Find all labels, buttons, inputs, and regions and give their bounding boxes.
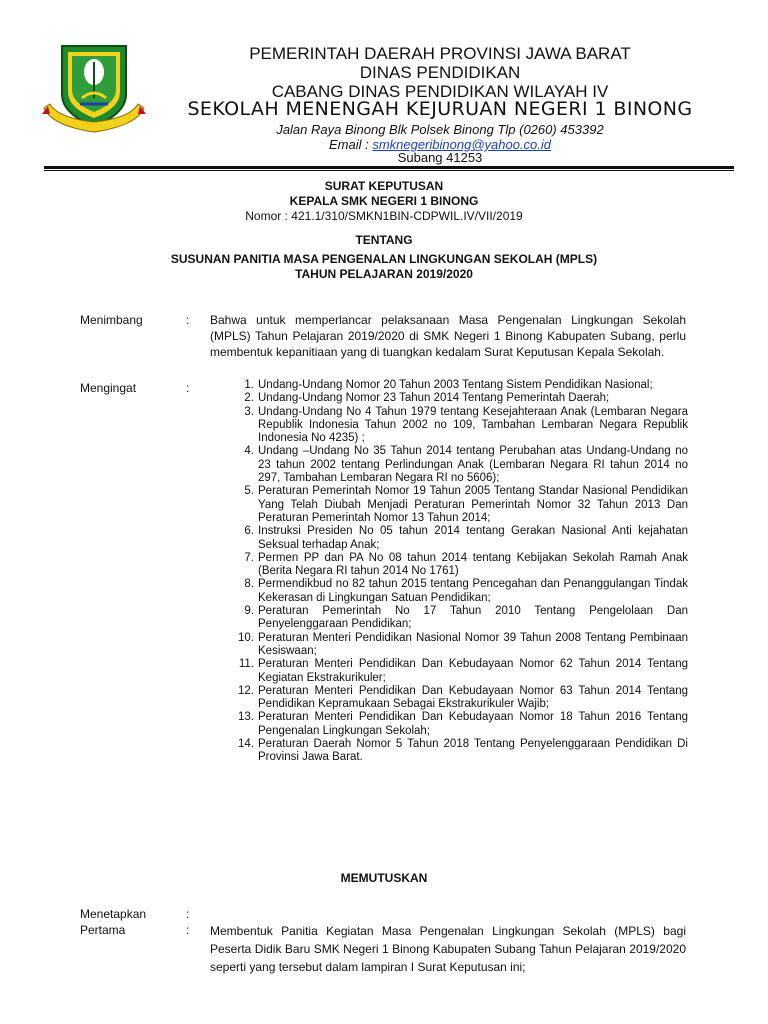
email-label: Email :	[328, 137, 373, 152]
list-item-number: 13.	[238, 711, 254, 724]
mengingat-label: Mengingat	[80, 381, 137, 395]
mengingat-list	[210, 379, 688, 765]
list-item	[210, 632, 688, 659]
list-item-number: 4.	[244, 445, 254, 458]
pertama-colon: :	[186, 923, 190, 937]
list-item	[210, 605, 688, 632]
school-city: Subang 41253	[397, 150, 483, 165]
list-item-number: 1.	[244, 379, 254, 391]
list-item	[210, 685, 688, 712]
list-item	[210, 485, 688, 525]
list-item	[210, 525, 688, 552]
list-item-text: Undang-Undang Nomor 20 Tahun 2003 Tentang Sistem Pendidikan Nasional;	[258, 379, 653, 391]
list-item	[210, 658, 688, 685]
list-item	[210, 711, 688, 738]
letterhead-rule-thick	[44, 166, 734, 169]
department-heading: DINAS PENDIDIKAN	[359, 63, 521, 82]
branch-heading: CABANG DINAS PENDIDIKAN WILAYAH IV	[271, 82, 609, 101]
list-item-number: 14.	[238, 738, 254, 751]
list-item-number: 5.	[244, 485, 254, 498]
mengingat-colon: :	[186, 381, 190, 395]
email-link[interactable]: smknegeribinong@yahoo.co.id	[372, 137, 552, 152]
list-item-number: 7.	[244, 551, 254, 564]
list-item	[210, 578, 688, 605]
menetapkan-colon: :	[186, 907, 190, 921]
list-item-text: Peraturan Menteri Pendidikan Nasional Nomor 39 Tahun 2008 Tentang Pembinaan Kesiswaan;	[258, 631, 688, 657]
list-item-text: Peraturan Menteri Pendidikan Dan Kebudayaan Nomor 18 Tahun 2016 Tentang Pengenalan Lingkungan Sekolah;	[258, 711, 688, 737]
list-item-text: Instruksi Presiden No 05 tahun 2014 tentang Gerakan Nasional Anti kejahatan Seksual terhadap Anak;	[258, 525, 688, 551]
government-heading: PEMERINTAH DAERAH PROVINSI JAWA BARAT	[249, 44, 631, 63]
about-heading: TENTANG	[355, 233, 413, 247]
list-item	[210, 392, 688, 405]
list-item-text: Undang-Undang Nomor 23 Tahun 2014 Tentang Pemerintah Daerah;	[258, 392, 610, 405]
list-item-number: 2.	[244, 392, 254, 405]
list-item-text: Peraturan Daerah Nomor 5 Tahun 2018 Tentang Penyelenggaraan Pendidikan Di Provinsi Jawa Barat.	[258, 738, 688, 764]
list-item-text: Peraturan Pemerintah No 17 Tahun 2010 Tentang Pengelolaan Dan Penyelenggaraan Pendidikan;	[258, 605, 688, 631]
list-item-text: Undang-Undang No 4 Tahun 1979 tentang Kesejahteraan Anak (Lembaran Negara Republik Indonesia Tahun 2002 no 109, Tambahan Lembaran Negara Republik Indonesia No 4235) ;	[258, 405, 688, 445]
menimbang-text: Bahwa untuk memperlancar pelaksanaan Masa Pengenalan Lingkungan Sekolah (MPLS) Tahun Pelajaran 2019/2020 di SMK Negeri 1 Binong Kabupaten Subang, perlu membentuk kepanitiaan yang di tuangkan kedalam Surat Keputusan Kepala Sekolah.	[210, 313, 686, 359]
menimbang-label: Menimbang	[80, 313, 143, 327]
document-number: Nomor : 421.1/310/SMKN1BIN-CDPWIL.IV/VII/2019	[245, 209, 523, 223]
subject-line-2: TAHUN PELAJARAN 2019/2020	[295, 267, 473, 281]
menetapkan-label: Menetapkan	[80, 907, 147, 921]
school-address: Jalan Raya Binong Blk Polsek Binong Tlp (0260) 453392	[276, 122, 604, 137]
list-item	[210, 445, 688, 485]
list-item-number: 11.	[238, 658, 254, 671]
document-issuer: KEPALA SMK NEGERI 1 BINONG	[289, 194, 479, 208]
list-item-text: Permendikbud no 82 tahun 2015 tentang Pencegahan dan Penanggulangan Tindak Kekerasan di Lingkungan Satuan Pendidikan;	[258, 578, 688, 604]
menimbang-colon: :	[186, 313, 190, 327]
list-item	[210, 406, 688, 446]
list-item-number: 6.	[244, 525, 254, 538]
list-item-number: 3.	[244, 405, 254, 418]
subject-line-1: SUSUNAN PANITIA MASA PENGENALAN LINGKUNGAN SEKOLAH (MPLS)	[170, 252, 598, 266]
document-type: SURAT KEPUTUSAN	[324, 179, 444, 193]
list-item	[210, 552, 688, 579]
west-java-emblem-logo	[42, 42, 146, 138]
pertama-label: Pertama	[80, 923, 126, 937]
list-item-text: Permen PP dan PA No 08 tahun 2014 tentang Kebijakan Sekolah Ramah Anak (Berita Negara RI tahun 2014 No 1761)	[258, 551, 688, 578]
list-item-text: Peraturan Pemerintah Nomor 19 Tahun 2005 Tentang Standar Nasional Pendidikan Yang Telah Diubah Menjadi Peraturan Pemerintah Nomor 32 Tahun 2013 Dan Peraturan Pemerintah Nomor 13 Tahun 2014;	[258, 485, 688, 524]
list-item	[210, 379, 688, 392]
pertama-text: Membentuk Panitia Kegiatan Masa Pengenalan Lingkungan Sekolah (MPLS) bagi Peserta Didik Baru SMK Negeri 1 Binong Kabupaten Subang Tahun Pelajaran 2019/2020 seperti yang tersebut dalam lampiran I Surat Keputusan ini;	[210, 924, 686, 974]
list-item-text: Undang –Undang No 35 Tahun 2014 tentang Perubahan atas Undang-Undang no 23 tahun 2002 tentang Perlindungan Anak (Lembaran Negara RI tahun 2014 no 297, Tambahan Lembaran Negara RI no 5606);	[258, 445, 688, 485]
list-item-number: 10.	[238, 631, 254, 644]
list-item-number: 9.	[244, 605, 254, 618]
list-item-number: 8.	[244, 578, 254, 591]
list-item-text: Peraturan Menteri Pendidikan Dan Kebudayaan Nomor 62 Tahun 2014 Tentang Kegiatan Ekstrakurikuler;	[258, 658, 688, 684]
list-item	[210, 738, 688, 765]
letterhead-rule-thin	[44, 170, 734, 171]
memutuskan-heading: MEMUTUSKAN	[340, 871, 428, 885]
list-item-number: 12.	[238, 684, 254, 697]
list-item-text: Peraturan Menteri Pendidikan Dan Kebudayaan Nomor 63 Tahun 2014 Tentang Pendidikan Kepramukaan Sebagai Ekstrakurikuler Wajib;	[258, 684, 688, 711]
school-name-heading: SEKOLAH MENENGAH KEJURUAN NEGERI 1 BINONG	[187, 98, 693, 120]
